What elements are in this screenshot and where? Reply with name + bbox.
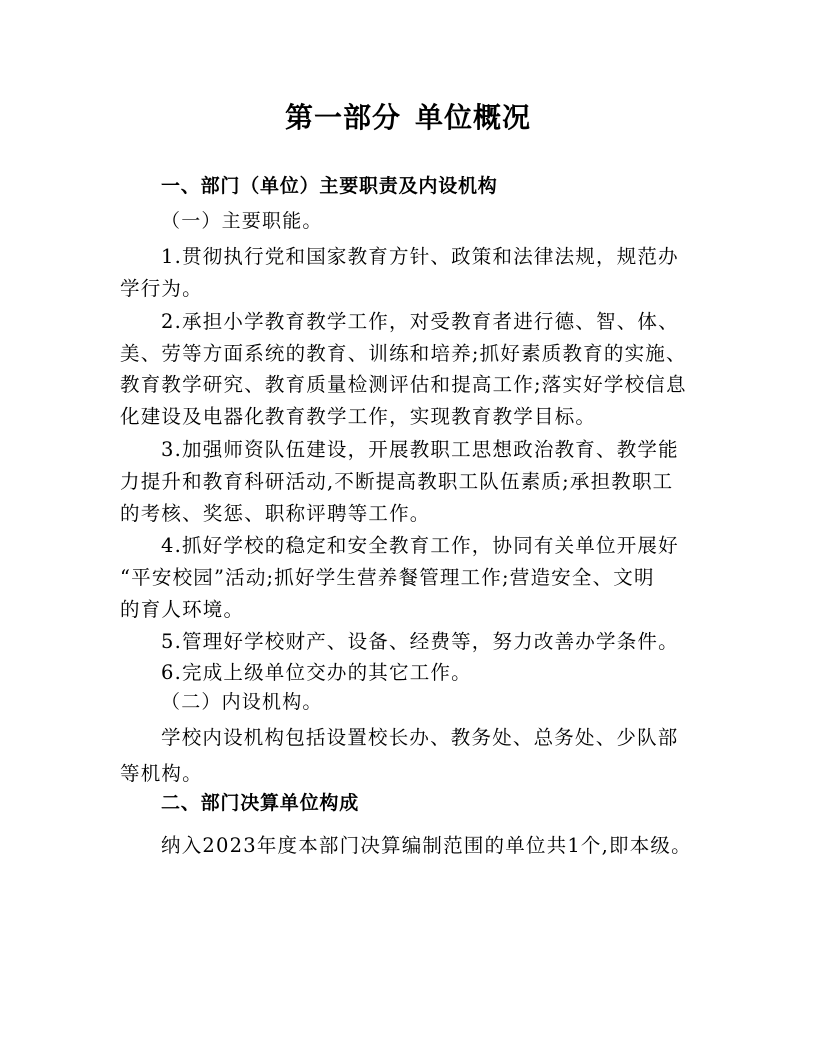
paragraph-line: 教育教学研究、教育质量检测评估和提高工作;落实好学校信息 [120,373,687,396]
paragraph-line: 美、劳等方面系统的教育、训练和培养;抓好素质教育的实施、 [120,342,687,365]
paragraph-line: 5.管理好学校财产、设备、经费等，努力改善办学条件。 [161,630,679,653]
paragraph-line: 4.抓好学校的稳定和安全教育工作，协同有关单位开展好 [161,534,679,557]
paragraph-line: 的育人环境。 [120,598,245,621]
subheading-main-functions: （一）主要职能。 [161,210,323,232]
paragraph-line: 力提升和教育科研活动,不断提高教职工队伍素质;承担教职工 [120,470,674,493]
title-part: 第一部分 [284,101,401,134]
paragraph-line: 的考核、奖惩、职称评聘等工作。 [120,502,431,525]
paragraph-line: 学行为。 [120,277,203,300]
section-heading-duties: 一、部门（单位）主要职责及内设机构 [161,175,498,197]
subheading-internal-structure: （二）内设机构。 [161,691,323,713]
paragraph-line: “平安校园”活动;抓好学生营养餐管理工作;营造安全、文明 [120,566,655,589]
section-heading-units: 二、部门决算单位构成 [161,792,360,814]
paragraph-line: 纳入2023年度本部门决算编制范围的单位共1个,即本级。 [161,834,692,857]
title-name: 单位概况 [415,101,532,134]
paragraph-line: 6.完成上级单位交办的其它工作。 [161,661,472,684]
paragraph-line: 1.贯彻执行党和国家教育方针、政策和法律法规，规范办 [161,245,679,268]
paragraph-line: 3.加强师资队伍建设，开展教职工思想政治教育、教学能 [161,438,679,461]
page-title [0,98,816,138]
paragraph-line: 化建设及电器化教育教学工作，实现教育教学目标。 [120,405,597,428]
paragraph-line: 等机构。 [120,762,203,785]
paragraph-line: 学校内设机构包括设置校长办、教务处、总务处、少队部 [161,726,679,749]
paragraph-line: 2.承担小学教育教学工作，对受教育者进行德、智、体、 [161,310,679,333]
